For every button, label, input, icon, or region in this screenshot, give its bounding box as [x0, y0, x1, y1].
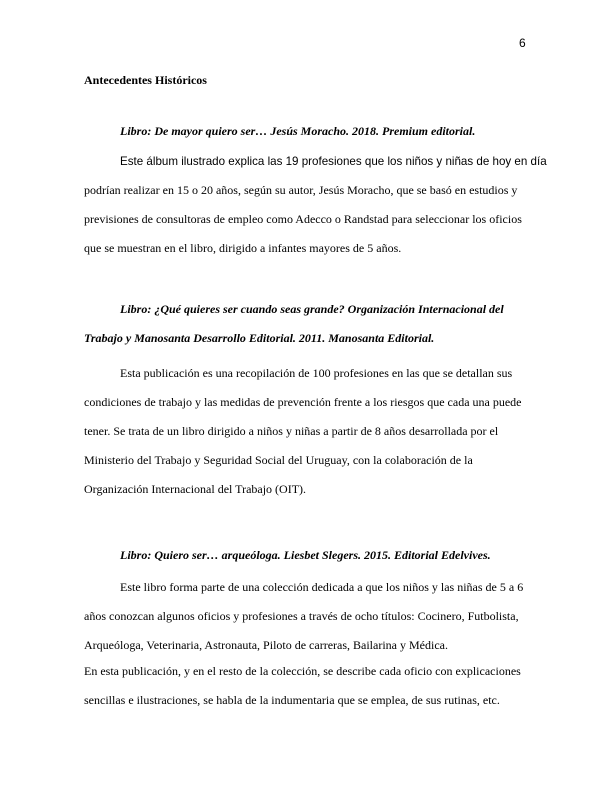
- paragraph-line: previsiones de consultoras de empleo como Adecco o Randstad para seleccionar los oficios: [84, 212, 522, 226]
- paragraph-line: tener. Se trata de un libro dirigido a niños y niñas a partir de 8 años desarrollada por el: [84, 424, 499, 438]
- book-title-2-line-1: Libro: ¿Qué quieres ser cuando seas grande? Organización Internacional del: [120, 302, 504, 316]
- paragraph-line: Ministerio del Trabajo y Seguridad Social del Uruguay, con la colaboración de la: [84, 453, 473, 467]
- book-title-2: [84, 295, 534, 353]
- book-description-3b: [84, 657, 534, 715]
- book-description-3: [84, 573, 534, 660]
- section-heading: Antecedentes Históricos: [84, 73, 207, 87]
- paragraph-line: Este álbum ilustrado explica las 19 profesiones que los niños y niñas de hoy en día: [120, 155, 547, 168]
- paragraph-line: En esta publicación, y en el resto de la colección, se describe cada oficio con explicaciones: [84, 664, 521, 678]
- page-number: 6: [519, 36, 526, 50]
- paragraph-line: años conozcan algunos oficios y profesiones a través de ocho títulos: Cocinero, Futbolista,: [84, 609, 519, 623]
- paragraph-line: Este libro forma parte de una colección dedicada a que los niños y las niñas de 5 a 6: [120, 580, 524, 594]
- paragraph-line: sencillas e ilustraciones, se habla de la indumentaria que se emplea, de sus rutinas, etc.: [84, 693, 500, 707]
- book-description-1: [84, 147, 547, 263]
- book-title-2-line-2: Trabajo y Manosanta Desarrollo Editorial. 2011. Manosanta Editorial.: [84, 331, 435, 345]
- paragraph-line: Organización Internacional del Trabajo (OIT).: [84, 482, 307, 496]
- paragraph-line: que se muestran en el libro, dirigido a infantes mayores de 5 años.: [84, 241, 402, 255]
- book-description-2: [84, 359, 534, 504]
- paragraph-line: condiciones de trabajo y las medidas de prevención frente a los riesgos que cada una puede: [84, 395, 522, 409]
- book-title-3: Libro: Quiero ser… arqueóloga. Liesbet Slegers. 2015. Editorial Edelvives.: [120, 548, 491, 562]
- paragraph-line: Esta publicación es una recopilación de 100 profesiones en las que se detallan sus: [120, 366, 513, 380]
- paragraph-line: podrían realizar en 15 o 20 años, según su autor, Jesús Moracho, que se basó en estudios y: [84, 183, 518, 197]
- book-title-1: Libro: De mayor quiero ser… Jesús Moracho. 2018. Premium editorial.: [120, 124, 476, 138]
- paragraph-line: Arqueóloga, Veterinaria, Astronauta, Piloto de carreras, Bailarina y Médica.: [84, 638, 448, 652]
